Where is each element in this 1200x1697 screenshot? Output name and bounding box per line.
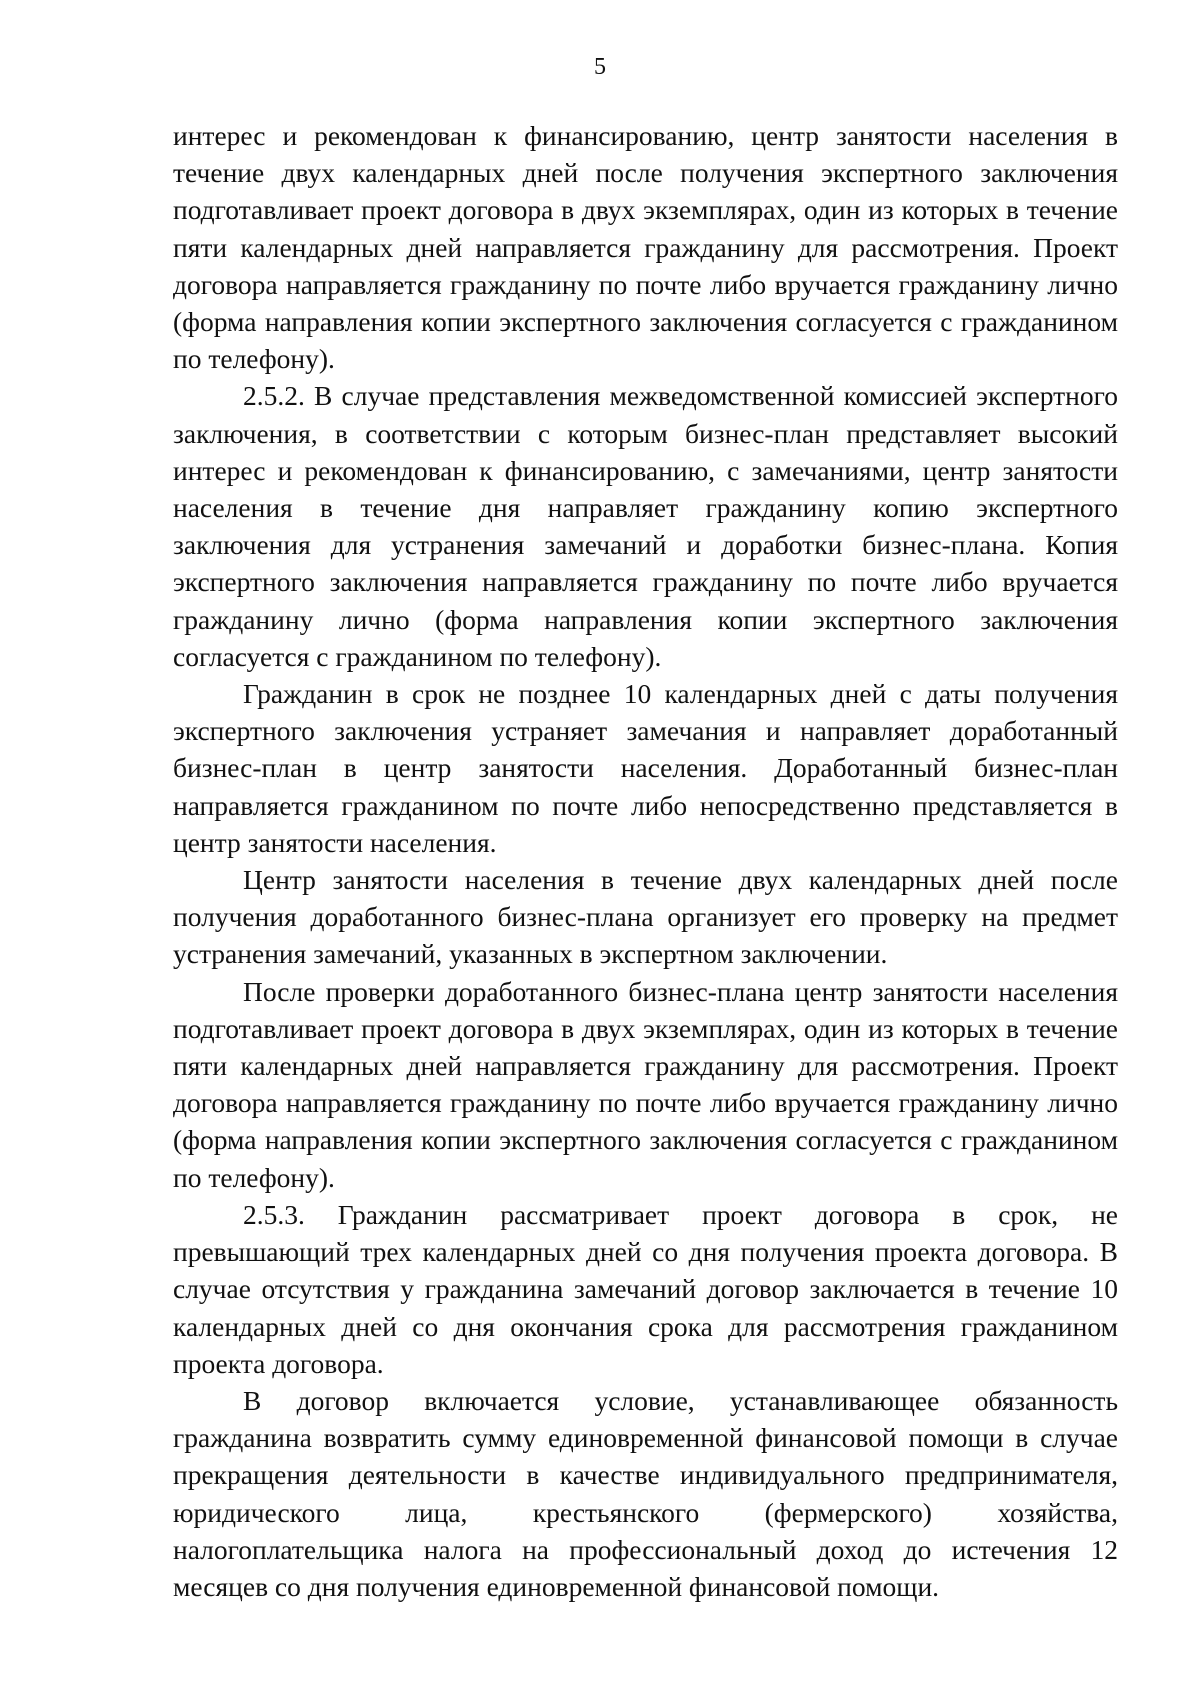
paragraph-contract-condition: В договор включается условие, устанавливающее обязанность гражданина возвратить сумму единовременной финансовой помощи в случае прекращения деятельности в качестве индивидуального предпринимателя, юридического лица, крестьянского (фермерского) хозяйства, налогоплательщика налога на профессиональный доход до истечения 12 месяцев со дня получения единовременной финансовой помощи. xyxy=(173,1384,1118,1602)
page-number: 5 xyxy=(594,54,606,80)
paragraph-citizen-deadline: Гражданин в срок не позднее 10 календарных дней с даты получения экспертного заключения устраняет замечания и направляет доработанный бизнес-план в центр занятости населения. Доработанный бизнес-план направляется гражданином по почте либо непосредственно представляется в центр занятости населения. xyxy=(173,678,1118,858)
paragraph-2-5-2: 2.5.2. В случае представления межведомственной комиссией экспертного заключения, в соответствии с которым бизнес-план представляет высокий интерес и рекомендован к финансированию, с замечаниями, центр занятости населения в течение дня направляет гражданину копию экспертного заключения для устранения замечаний и доработки бизнес-плана. Копия экспертного заключения направляется гражданину по почте либо вручается гражданину лично (форма направления копии экспертного заключения согласуется с гражданином по телефону). xyxy=(173,380,1118,672)
paragraph-2-5-3: 2.5.3. Гражданин рассматривает проект договора в срок, не превышающий трех календарных дней со дня получения проекта договора. В случае отсутствия у гражданина замечаний договор заключается в течение 10 календарных дней со дня окончания срока для рассмотрения гражданином проекта договора. xyxy=(173,1198,1118,1379)
paragraph-continuation: интерес и рекомендован к финансированию, центр занятости населения в течение двух календарных дней после получения экспертного заключения подготавливает проект договора в двух экземплярах, один из которых в течение пяти календарных дней направляется гражданину для рассмотрения. Проект договора направляется гражданину по почте либо вручается гражданину лично (форма направления копии экспертного заключения согласуется с гражданином по телефону). xyxy=(173,120,1118,375)
paragraph-after-check: После проверки доработанного бизнес-плана центр занятости населения подготавливает проект договора в двух экземплярах, один из которых в течение пяти календарных дней направляется гражданину для рассмотрения. Проект договора направляется гражданину по почте либо вручается гражданину лично (форма направления копии экспертного заключения согласуется с гражданином по телефону). xyxy=(173,975,1118,1193)
document-body xyxy=(173,117,1118,1605)
paragraph-center-check: Центр занятости населения в течение двух календарных дней после получения доработанного бизнес-плана организует его проверку на предмет устранения замечаний, указанных в экспертном заключении. xyxy=(173,864,1118,970)
